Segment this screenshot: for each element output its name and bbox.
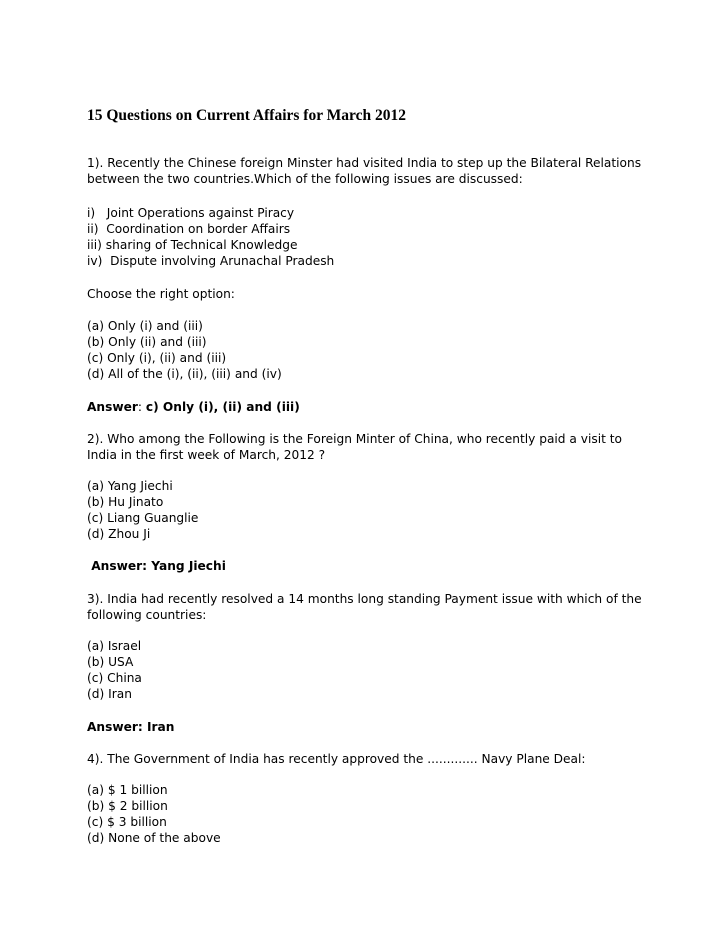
list-item: iv) Dispute involving Arunachal Pradesh: [87, 254, 335, 268]
option-item: (b) Hu Jinato: [87, 495, 164, 509]
answer-label: Answer: [87, 400, 138, 414]
question-1-prompt: Choose the right option:: [87, 287, 235, 301]
question-2-text: [87, 431, 622, 463]
list-item: iii) sharing of Technical Knowledge: [87, 238, 298, 252]
option-item: (a) Israel: [87, 639, 142, 653]
list-item: ii) Coordination on border Affairs: [87, 222, 291, 236]
question-1-text: [87, 155, 641, 187]
document-title: 15 Questions on Current Affairs for March 2012: [87, 107, 407, 124]
question-line: India in the first week of March, 2012 ?: [87, 448, 326, 462]
option-item: (c) Liang Guanglie: [87, 511, 199, 525]
list-item: i) Joint Operations against Piracy: [87, 206, 295, 220]
answer-value: c) Only (i), (ii) and (iii): [145, 400, 300, 414]
option-item: (c) $ 3 billion: [87, 815, 167, 829]
option-item: (b) USA: [87, 655, 134, 669]
question-line: between the two countries.Which of the following issues are discussed:: [87, 172, 523, 186]
option-item: (d) None of the above: [87, 831, 221, 845]
question-3-options: [87, 638, 142, 702]
question-line: 4). The Government of India has recently approved the ............. Navy Plane Deal:: [87, 752, 586, 766]
question-4-options: [87, 782, 221, 846]
option-item: (a) Yang Jiechi: [87, 479, 173, 493]
question-3-answer: Answer: Iran: [87, 720, 175, 734]
question-1-options: [87, 318, 282, 382]
option-item: (d) All of the (i), (ii), (iii) and (iv): [87, 367, 282, 381]
option-item: (c) China: [87, 671, 142, 685]
question-1-answer: [87, 399, 300, 415]
question-2-answer: Answer: Yang Jiechi: [87, 559, 226, 573]
question-1-items: [87, 205, 334, 269]
question-2-options: [87, 478, 198, 542]
question-line: 1). Recently the Chinese foreign Minster had visited India to step up the Bilateral Relations: [87, 156, 642, 170]
option-item: (c) Only (i), (ii) and (iii): [87, 351, 227, 365]
option-item: (a) $ 1 billion: [87, 783, 168, 797]
option-item: (a) Only (i) and (iii): [87, 319, 203, 333]
answer-separator: :: [137, 400, 146, 414]
question-line: 3). India had recently resolved a 14 months long standing Payment issue with which of the: [87, 592, 642, 606]
option-item: (d) Iran: [87, 687, 132, 701]
question-line: following countries:: [87, 608, 207, 622]
question-4-text: [87, 751, 586, 767]
question-line: 2). Who among the Following is the Foreign Minter of China, who recently paid a visit to: [87, 432, 622, 446]
option-item: (b) $ 2 billion: [87, 799, 168, 813]
option-item: (b) Only (ii) and (iii): [87, 335, 207, 349]
question-3-text: [87, 591, 642, 623]
option-item: (d) Zhou Ji: [87, 527, 151, 541]
